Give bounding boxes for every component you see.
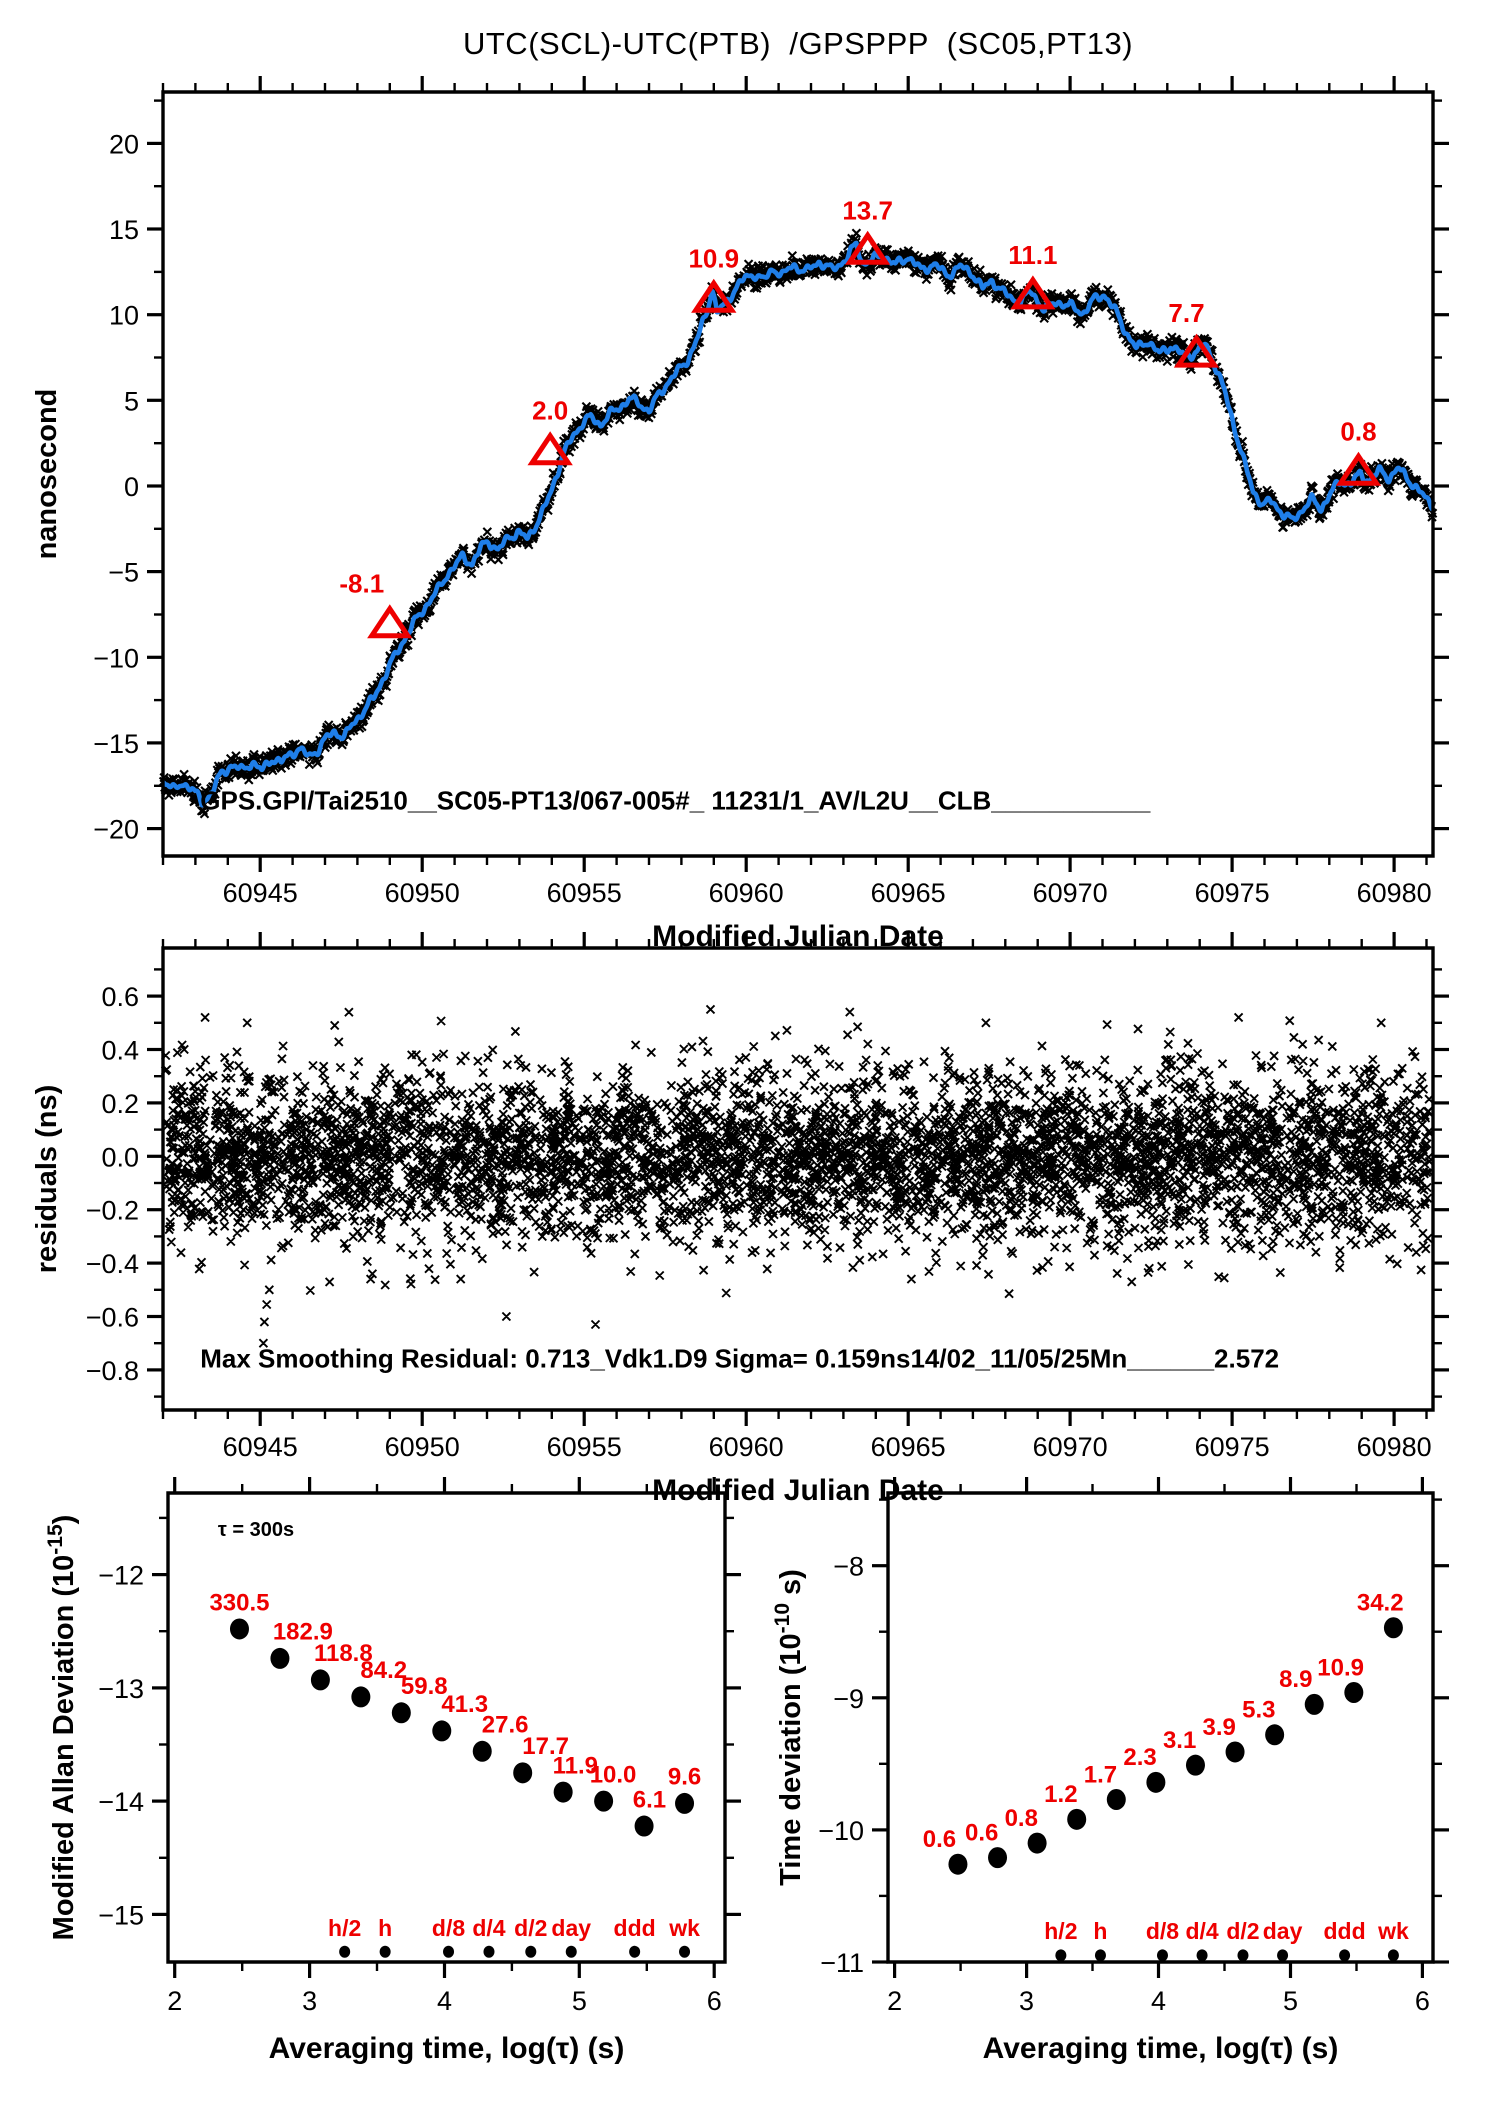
y-tick-label: −0.4 bbox=[85, 1249, 139, 1280]
y-tick-label: 0.0 bbox=[101, 1142, 139, 1173]
data-point bbox=[270, 1648, 289, 1669]
point-value-label: 34.2 bbox=[1356, 1589, 1404, 1617]
x-tick-label: 60965 bbox=[870, 1432, 946, 1462]
y-tick-label: −9 bbox=[833, 1683, 864, 1714]
tau-dot bbox=[1157, 1949, 1168, 1961]
tau-dot bbox=[1339, 1949, 1350, 1961]
tau-dot bbox=[380, 1946, 391, 1958]
x-axis-title: Modified Julian Date bbox=[652, 1474, 944, 1507]
plot-annotation: Max Smoothing Residual: 0.713_Vdk1.D9 Sigma= 0.159ns14/02_11/05/25Mn______2.572 bbox=[200, 1343, 1280, 1374]
panel-tdev bbox=[771, 1477, 1449, 2065]
tau-label: d/4 bbox=[1185, 1917, 1219, 1944]
data-point bbox=[1226, 1741, 1245, 1762]
point-value-label: 10.9 bbox=[1317, 1654, 1364, 1682]
tau-label: h bbox=[1093, 1917, 1108, 1944]
tau-label: h/2 bbox=[1044, 1917, 1078, 1944]
point-value-label: 0.8 bbox=[1004, 1804, 1038, 1832]
axes bbox=[44, 1477, 741, 2065]
tau-dot bbox=[1388, 1949, 1399, 1961]
x-tick-label: 60965 bbox=[870, 878, 946, 908]
x-tick-label: 60960 bbox=[708, 878, 784, 908]
tau-dot bbox=[483, 1946, 494, 1958]
tau-label: d/2 bbox=[1226, 1917, 1260, 1944]
y-tick-label: 0.6 bbox=[101, 982, 139, 1013]
point-value-label: 11.9 bbox=[552, 1752, 598, 1780]
tau-label: ddd bbox=[613, 1914, 656, 1941]
x-tick-label: 2 bbox=[887, 1986, 903, 2016]
x-tick-label: 60955 bbox=[546, 1432, 622, 1462]
x-tick-label: 60950 bbox=[384, 878, 460, 908]
triangle-marker bbox=[372, 609, 408, 636]
tau-dot bbox=[525, 1946, 536, 1958]
y-tick-label: −12 bbox=[98, 1560, 144, 1591]
tau-label: day bbox=[551, 1914, 592, 1941]
y-axis-title: Time deviation ($10^{-10}$ s) bbox=[771, 1569, 807, 1886]
point-value-label: 10.0 bbox=[589, 1761, 637, 1789]
data-point bbox=[392, 1702, 411, 1723]
tau-dot bbox=[1197, 1949, 1208, 1961]
x-tick-label: 60945 bbox=[222, 878, 298, 908]
x-tick-label: 4 bbox=[436, 1986, 452, 2016]
data-point bbox=[1107, 1789, 1126, 1810]
point-value-label: 3.1 bbox=[1162, 1726, 1197, 1754]
x-tick-label: 5 bbox=[1282, 1986, 1298, 2016]
frame bbox=[888, 1493, 1433, 1962]
marker-value-label: 11.1 bbox=[1008, 239, 1058, 270]
data-point bbox=[230, 1618, 249, 1639]
point-value-label: 5.3 bbox=[1242, 1696, 1276, 1724]
point-value-label: 1.2 bbox=[1044, 1781, 1078, 1809]
point-value-label: 330.5 bbox=[209, 1589, 270, 1617]
point-value-label: 2.3 bbox=[1123, 1744, 1157, 1772]
data-point bbox=[1344, 1682, 1363, 1703]
tau-label: d/4 bbox=[472, 1914, 506, 1941]
data-point bbox=[473, 1741, 492, 1762]
smoothed-line bbox=[164, 243, 1433, 805]
y-tick-label: −15 bbox=[98, 1900, 144, 1931]
data-point bbox=[1384, 1617, 1403, 1638]
data-point bbox=[513, 1762, 532, 1783]
x-tick-label: 4 bbox=[1151, 1986, 1167, 2016]
tau-dot bbox=[679, 1946, 690, 1958]
y-tick-label: −0.2 bbox=[85, 1195, 139, 1226]
point-value-label: 182.9 bbox=[272, 1618, 333, 1646]
tau-dot bbox=[566, 1946, 577, 1958]
tau-label: ddd bbox=[1323, 1917, 1366, 1944]
tau-markers bbox=[328, 1915, 700, 1958]
x-tick-label: 60975 bbox=[1194, 1432, 1270, 1462]
data-point bbox=[635, 1816, 654, 1837]
panel-residuals bbox=[31, 932, 1449, 1507]
figure-title: UTC(SCL)-UTC(PTB) /GPSPPP (SC05,PT13) bbox=[462, 26, 1134, 61]
x-tick-label: 60955 bbox=[546, 878, 622, 908]
data-point bbox=[311, 1669, 330, 1690]
x-tick-label: 60970 bbox=[1032, 878, 1108, 908]
data-point bbox=[351, 1686, 370, 1707]
y-tick-label: −20 bbox=[93, 814, 139, 845]
y-tick-label: −0.8 bbox=[85, 1355, 139, 1386]
point-value-label: 41.3 bbox=[441, 1691, 489, 1719]
marker-value-label: 0.8 bbox=[1340, 416, 1377, 447]
tau-label: wk bbox=[669, 1914, 700, 1941]
tau-dot bbox=[1095, 1949, 1106, 1961]
data-point bbox=[1186, 1755, 1205, 1776]
point-value-label: 84.2 bbox=[360, 1657, 408, 1685]
y-tick-label: 15 bbox=[108, 215, 139, 246]
y-tick-label: −5 bbox=[108, 557, 139, 588]
x-tick-label: 60960 bbox=[708, 1432, 784, 1462]
y-tick-label: −13 bbox=[98, 1673, 144, 1704]
x-tick-label: 2 bbox=[167, 1986, 183, 2016]
x-axis-title: Averaging time, log(τ) (s) bbox=[982, 2032, 1339, 2065]
point-value-label: 3.9 bbox=[1202, 1713, 1236, 1741]
y-tick-label: −10 bbox=[93, 643, 139, 674]
x-tick-label: 60975 bbox=[1194, 878, 1270, 908]
panel-utc-diff bbox=[31, 76, 1449, 953]
y-axis-title: Modified Allan Deviation $(10^{-15})$ bbox=[44, 1514, 80, 1941]
point-value-label: 27.6 bbox=[481, 1711, 529, 1739]
tau-label: h bbox=[378, 1914, 393, 1941]
x-tick-label: 60980 bbox=[1356, 1432, 1432, 1462]
point-value-label: 118.8 bbox=[313, 1640, 373, 1668]
marker-value-label: 7.7 bbox=[1168, 298, 1205, 329]
data-point bbox=[594, 1791, 613, 1812]
marker-value-label: 10.9 bbox=[688, 243, 740, 274]
data-point bbox=[1146, 1772, 1165, 1793]
x-tick-label: 5 bbox=[571, 1986, 587, 2016]
x-axis-title: Modified Julian Date bbox=[652, 920, 944, 953]
data-point bbox=[675, 1793, 694, 1814]
data-points bbox=[923, 1590, 1404, 1875]
data-points bbox=[209, 1589, 701, 1836]
y-tick-label: −14 bbox=[98, 1787, 144, 1818]
y-axis-title: nanosecond bbox=[31, 388, 63, 560]
x-tick-label: 60970 bbox=[1032, 1432, 1108, 1462]
y-axis-title: residuals (ns) bbox=[31, 1084, 63, 1274]
data-point bbox=[432, 1720, 451, 1741]
point-value-label: 6.1 bbox=[632, 1786, 667, 1814]
x-tick-label: 60945 bbox=[222, 1432, 298, 1462]
y-tick-label: 20 bbox=[108, 129, 139, 160]
tau-label: d/8 bbox=[1145, 1917, 1180, 1944]
y-tick-label: 0 bbox=[123, 471, 139, 502]
marker-value-label: -8.1 bbox=[339, 568, 385, 599]
tau-dot bbox=[629, 1946, 640, 1958]
point-value-label: 17.7 bbox=[522, 1733, 569, 1761]
data-point bbox=[1305, 1694, 1324, 1715]
x-tick-label: 3 bbox=[302, 1986, 318, 2016]
y-tick-label: 0.4 bbox=[101, 1035, 139, 1066]
y-tick-label: −11 bbox=[820, 1948, 864, 1978]
tau-label: day bbox=[1262, 1917, 1303, 1944]
x-tick-label: 6 bbox=[1414, 1986, 1430, 2016]
y-tick-label: −8 bbox=[833, 1551, 864, 1582]
x-tick-label: 60980 bbox=[1356, 878, 1432, 908]
marker-value-label: 13.7 bbox=[842, 195, 893, 226]
point-value-label: 8.9 bbox=[1279, 1666, 1313, 1694]
y-tick-label: 10 bbox=[108, 300, 139, 331]
data-point bbox=[1265, 1724, 1284, 1745]
point-value-label: 59.8 bbox=[400, 1673, 448, 1701]
point-value-label: 0.6 bbox=[965, 1819, 999, 1847]
marker-value-label: 2.0 bbox=[532, 395, 569, 426]
tau-markers bbox=[1044, 1918, 1409, 1962]
panel-mdev bbox=[44, 1477, 741, 2065]
point-value-label: 0.6 bbox=[922, 1826, 957, 1854]
y-tick-label: −15 bbox=[93, 728, 139, 759]
data-point bbox=[1067, 1809, 1086, 1830]
tau-label: h/2 bbox=[328, 1914, 362, 1941]
data-point bbox=[1028, 1833, 1047, 1854]
tau-dot bbox=[443, 1946, 454, 1958]
y-tick-label: 5 bbox=[123, 386, 139, 417]
tau-dot bbox=[1277, 1949, 1288, 1961]
data-point bbox=[988, 1847, 1007, 1868]
tau-label: d/8 bbox=[431, 1914, 466, 1941]
y-tick-label: −10 bbox=[818, 1815, 864, 1846]
data-point bbox=[554, 1782, 573, 1803]
tau-note: τ = 300s bbox=[217, 1519, 295, 1542]
tau-dot bbox=[1237, 1949, 1248, 1961]
point-value-label: 1.7 bbox=[1083, 1761, 1118, 1789]
tau-dot bbox=[339, 1946, 350, 1958]
x-tick-label: 3 bbox=[1019, 1986, 1035, 2016]
data-point bbox=[948, 1854, 967, 1875]
axes bbox=[31, 76, 1449, 953]
tau-label: wk bbox=[1378, 1917, 1409, 1944]
triangle-markers bbox=[339, 195, 1376, 635]
point-value-label: 9.6 bbox=[667, 1763, 702, 1791]
x-tick-label: 6 bbox=[706, 1986, 722, 2016]
x-axis-title: Averaging time, log(τ) (s) bbox=[268, 2032, 625, 2065]
plot-annotation: GPS.GPI/Tai2510__SC05-PT13/067-005#_ 11231/1_AV/L2U__CLB___________ bbox=[200, 785, 1151, 816]
scatter-band bbox=[160, 229, 1437, 818]
tau-dot bbox=[1055, 1949, 1066, 1961]
y-tick-label: −0.6 bbox=[85, 1302, 139, 1333]
x-tick-label: 60950 bbox=[384, 1432, 460, 1462]
residual-scatter bbox=[162, 1005, 1434, 1347]
y-tick-label: 0.2 bbox=[101, 1088, 139, 1119]
tau-label: d/2 bbox=[514, 1914, 548, 1941]
